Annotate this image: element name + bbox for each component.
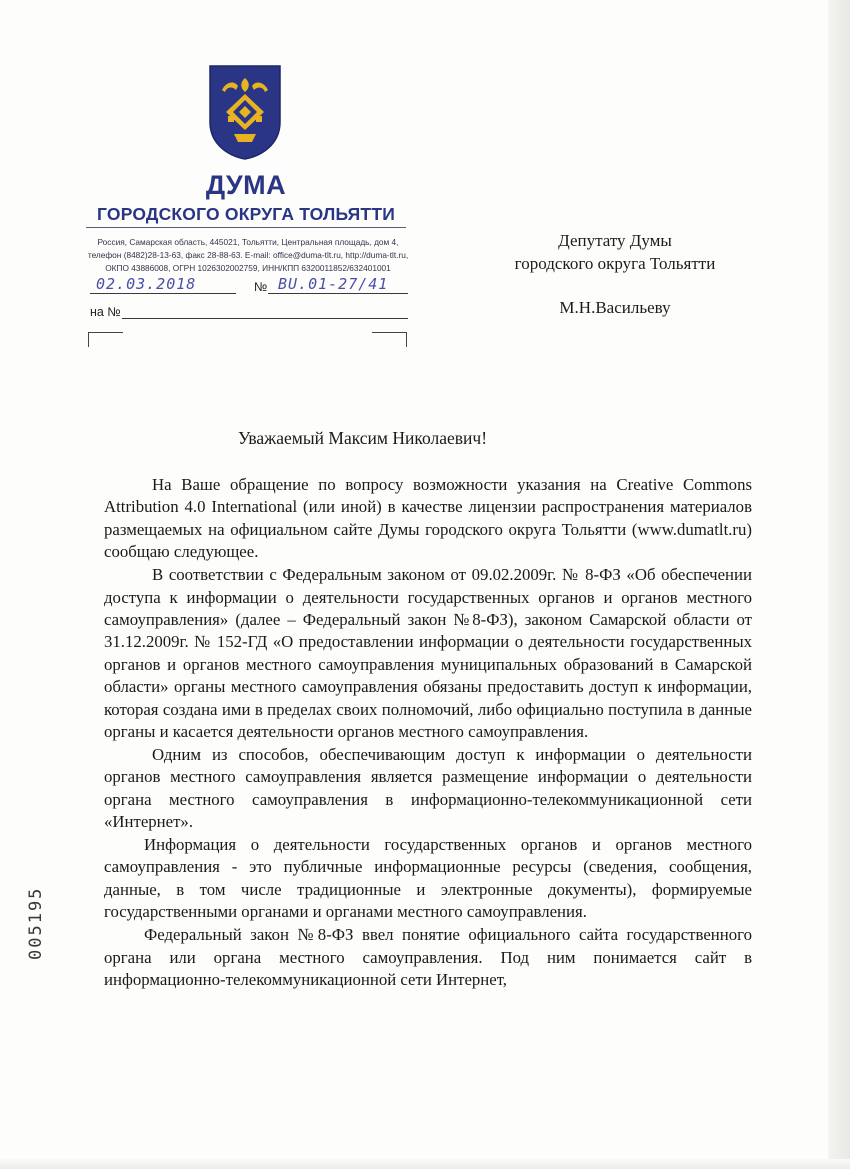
salutation: Уважаемый Максим Николаевич! — [237, 428, 488, 448]
number-sign: № — [254, 280, 268, 294]
body-paragraph: На Ваше обращение по вопросу возможности указания на Creative Commons Attribution 4.0 International (или иной) в качестве лицензии распространения материалов размещаемых на официальном сайте Думы городского округа Тольятти (www.dumatlt.ru) сообщаю следующее. — [104, 475, 752, 562]
date-handwritten: 02.03.2018 — [96, 275, 197, 293]
addressee-name: М.Н.Васильеву — [559, 298, 671, 317]
letter-body — [104, 474, 752, 992]
body-paragraph: Федеральный закон №8-ФЗ ввел понятие официального сайта государственного органа или органа местного самоуправления. Под ним понимается сайт в информационно-телекоммуникационной сети Интернет, — [104, 925, 752, 989]
reply-to-label: на № — [90, 305, 121, 319]
number-underline — [268, 293, 408, 294]
org-title: ДУМА — [205, 170, 287, 200]
addressee-position: Депутату Думы — [558, 231, 672, 250]
scan-edge — [828, 0, 850, 1169]
letterhead-divider — [86, 227, 406, 228]
org-subtitle: ГОРОДСКОГО ОКРУГА ТОЛЬЯТТИ — [97, 204, 395, 224]
address-window-corner-right — [372, 332, 407, 347]
addressee-organization: городского округа Тольятти — [514, 254, 716, 273]
reply-to-underline — [122, 318, 408, 319]
date-underline — [90, 293, 236, 294]
contacts-line: телефон (8482)28-13-63, факс 28-88-63. E-mail: office@duma-tlt.ru, http://duma-tlt.ru, — [87, 250, 409, 260]
address-line: Россия, Самарская область, 445021, Тольятти, Центральная площадь, дом 4, — [97, 237, 399, 247]
registration-line: ОКПО 43886008, ОГРН 1026302002759, ИНН/КПП 6320011852/632401001 — [105, 263, 391, 273]
outgoing-number-handwritten: BU.01-27/41 — [278, 275, 389, 293]
registration-stamp-number: 005195 — [26, 886, 46, 960]
togliatti-coat-of-arms-icon — [208, 64, 282, 160]
body-paragraph: В соответствии с Федеральным законом от 09.02.2009г. № 8-ФЗ «Об обеспечении доступа к информации о деятельности государственных органов и органов местного самоуправления» (далее – Федеральный закон №8-ФЗ), законом Самарской области от 31.12.2009г. № 152-ГД «О предоставлении информации о деятельности государственных органов и органов местного самоуправления муниципальных образований в Самарской области» органы местного самоуправления обязаны предоставить доступ к информации, которая создана ими в пределах своих полномочий, либо официально поступила в данные органы и касается деятельности органов местного самоуправления. — [104, 565, 752, 741]
scan-bottom-edge — [0, 1159, 850, 1169]
body-paragraph: Одним из способов, обеспечивающим доступ к информации о деятельности органов местного самоуправления является размещение информации о деятельности органа местного самоуправления в информационно-телекоммуникационной сети «Интернет». — [104, 744, 752, 832]
address-window-corner-left — [88, 332, 123, 347]
body-paragraph: Информация о деятельности государственных органов и органов местного самоуправления - это публичные информационные ресурсы (сведения, сообщения, данные, в том числе традиционные и электронные документы), формируемые государственными органами и органами местного самоуправления. — [104, 835, 752, 922]
